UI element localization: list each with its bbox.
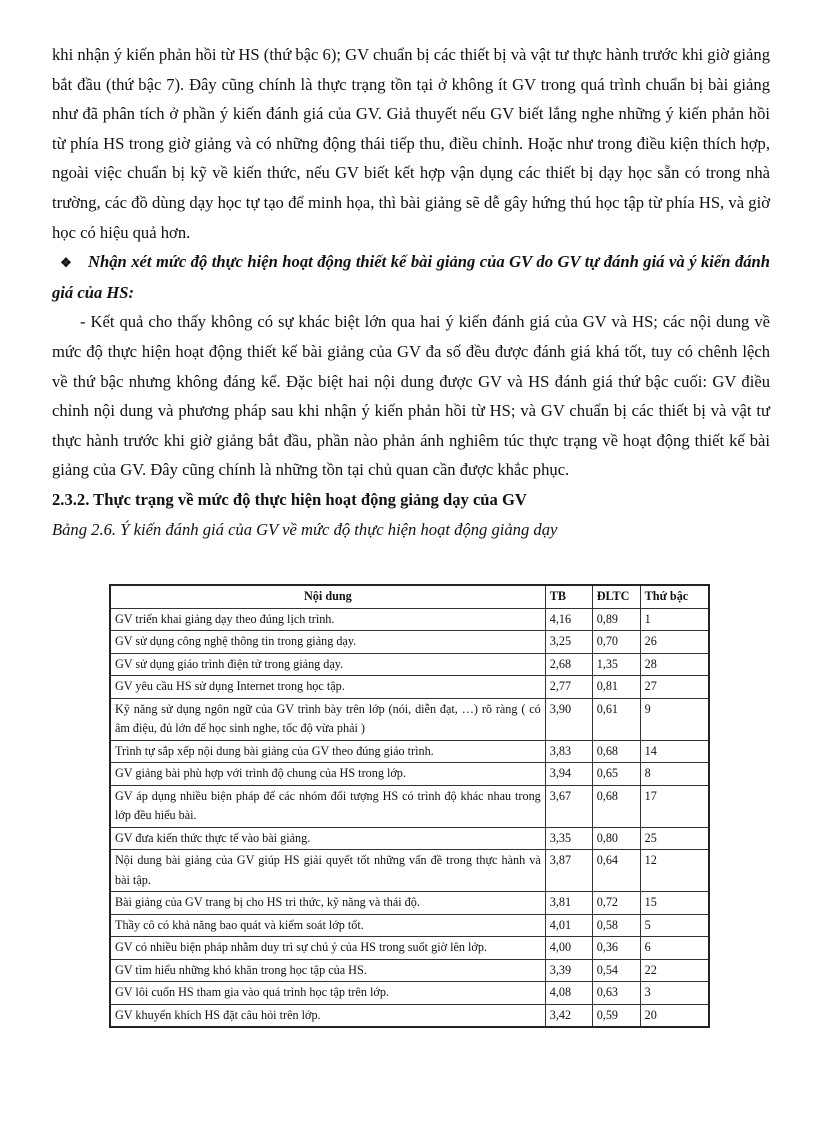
- cell-std: 0,70: [592, 631, 640, 654]
- cell-content: GV giảng bài phù hợp với trình độ chung của HS trong lớp.: [110, 763, 545, 786]
- cell-rank: 20: [640, 1004, 709, 1027]
- diamond-bullet-icon: ❖: [60, 255, 72, 271]
- cell-rank: 28: [640, 653, 709, 676]
- table-row: [110, 763, 709, 786]
- cell-mean: 3,39: [545, 959, 592, 982]
- table-row: [110, 982, 709, 1005]
- table-row: [110, 740, 709, 763]
- cell-content: Bài giảng của GV trang bị cho HS tri thức, kỹ năng và thái độ.: [110, 892, 545, 915]
- table-row: [110, 850, 709, 892]
- cell-std: 0,64: [592, 850, 640, 892]
- table-row: [110, 676, 709, 699]
- document-page: [52, 40, 770, 544]
- cell-mean: 3,94: [545, 763, 592, 786]
- cell-rank: 15: [640, 892, 709, 915]
- table-row: [110, 892, 709, 915]
- cell-mean: 3,87: [545, 850, 592, 892]
- header-mean: TB: [545, 585, 592, 608]
- cell-content: Thầy cô có khả năng bao quát và kiểm soát lớp tốt.: [110, 914, 545, 937]
- cell-content: Trình tự sắp xếp nội dung bài giảng của GV theo đúng giáo trình.: [110, 740, 545, 763]
- cell-content: GV đưa kiến thức thực tế vào bài giảng.: [110, 827, 545, 850]
- body-paragraph-result: - Kết quả cho thấy không có sự khác biệt lớn qua hai ý kiến đánh giá của GV và HS; các nội dung về mức độ thực hiện hoạt động thiết kế bài giảng của GV đa số đều được đánh giá khá tốt, tuy có chênh lệch về thứ bậc nhưng không đáng kể. Đặc biệt hai nội dung được GV và HS đánh giá thứ bậc cuối: GV điều chỉnh nội dung và phương pháp sau khi nhận ý kiến phản hồi từ HS; và GV chuẩn bị các thiết bị và vật tư thực hành trước khi giờ giảng bắt đầu, phần nào phản ánh nghiêm túc thực trạng về hoạt động thiết kế bài giảng của GV. Đây cũng chính là những tồn tại chủ quan cần được khắc phục.: [52, 312, 770, 480]
- cell-content: GV lôi cuốn HS tham gia vào quá trình học tập trên lớp.: [110, 982, 545, 1005]
- cell-mean: 3,90: [545, 698, 592, 740]
- header-content: Nội dung: [110, 585, 545, 608]
- cell-content: GV khuyến khích HS đặt câu hỏi trên lớp.: [110, 1004, 545, 1027]
- cell-mean: 3,67: [545, 785, 592, 827]
- table-row: [110, 827, 709, 850]
- cell-mean: 4,01: [545, 914, 592, 937]
- table-row: [110, 698, 709, 740]
- table-row: [110, 914, 709, 937]
- cell-rank: 9: [640, 698, 709, 740]
- cell-rank: 22: [640, 959, 709, 982]
- table-row: [110, 785, 709, 827]
- bullet-heading: [52, 247, 770, 307]
- cell-std: 0,36: [592, 937, 640, 960]
- cell-rank: 5: [640, 914, 709, 937]
- cell-std: 0,80: [592, 827, 640, 850]
- cell-content: Nội dung bài giảng của GV giúp HS giải quyết tốt những vấn đề trong thực hành và bài tập.: [110, 850, 545, 892]
- cell-mean: 3,35: [545, 827, 592, 850]
- cell-mean: 4,08: [545, 982, 592, 1005]
- table-body: [110, 608, 709, 1027]
- cell-mean: 2,77: [545, 676, 592, 699]
- cell-std: 0,63: [592, 982, 640, 1005]
- cell-mean: 3,25: [545, 631, 592, 654]
- evaluation-table: [109, 584, 710, 1028]
- cell-rank: 12: [640, 850, 709, 892]
- cell-content: GV triển khai giảng dạy theo đúng lịch trình.: [110, 608, 545, 631]
- cell-mean: 4,00: [545, 937, 592, 960]
- cell-rank: 1: [640, 608, 709, 631]
- body-paragraph-continuation: khi nhận ý kiến phản hồi từ HS (thứ bậc 6); GV chuẩn bị các thiết bị và vật tư thực hành trước khi giờ giảng bắt đầu (thứ bậc 7). Đây cũng chính là thực trạng tồn tại ở không ít GV trong quá trình chuẩn bị bài giảng như đã phân tích ở phần ý kiến đánh giá của GV. Giả thuyết nếu GV biết lắng nghe những ý kiến phản hồi từ phía HS trong giờ giảng và có những động thái tiếp thu, điều chỉnh. Hoặc như trong điều kiện thích hợp, ngoài việc chuẩn bị kỹ về kiến thức, nếu GV biết kết hợp vận dụng các thiết bị dạy học sẵn có trong nhà trường, các đồ dùng dạy học tự tạo để minh họa, thì bài giảng sẽ dễ gây hứng thú học tập từ phía HS, và giờ học có hiệu quả hơn.: [52, 45, 770, 242]
- cell-content: Kỹ năng sử dụng ngôn ngữ của GV trình bày trên lớp (nói, diễn đạt, …) rõ ràng ( có âm điệu, đủ lớn để học sinh nghe, tốc độ vừa phải ): [110, 698, 545, 740]
- cell-rank: 8: [640, 763, 709, 786]
- cell-rank: 26: [640, 631, 709, 654]
- cell-mean: 3,81: [545, 892, 592, 915]
- cell-mean: 3,42: [545, 1004, 592, 1027]
- section-heading: 2.3.2. Thực trạng về mức độ thực hiện hoạt động giảng dạy của GV: [52, 489, 527, 509]
- cell-rank: 6: [640, 937, 709, 960]
- table-row: [110, 937, 709, 960]
- cell-std: 0,54: [592, 959, 640, 982]
- table-row: [110, 608, 709, 631]
- cell-content: GV có nhiều biện pháp nhằm duy trì sự chú ý của HS trong suốt giờ lên lớp.: [110, 937, 545, 960]
- cell-content: GV tìm hiểu những khó khăn trong học tập của HS.: [110, 959, 545, 982]
- header-rank: Thứ bậc: [640, 585, 709, 608]
- bullet-heading-text: Nhận xét mức độ thực hiện hoạt động thiết kế bài giảng của GV do GV tự đánh giá và ý kiến đánh giá của HS:: [52, 252, 770, 302]
- cell-std: 0,81: [592, 676, 640, 699]
- cell-std: 1,35: [592, 653, 640, 676]
- cell-std: 0,65: [592, 763, 640, 786]
- cell-std: 0,68: [592, 785, 640, 827]
- cell-std: 0,89: [592, 608, 640, 631]
- cell-content: GV sử dụng công nghệ thông tin trong giảng dạy.: [110, 631, 545, 654]
- table-row: [110, 631, 709, 654]
- table-header-row: [110, 585, 709, 608]
- cell-rank: 25: [640, 827, 709, 850]
- cell-content: GV áp dụng nhiều biện pháp để các nhóm đối tượng HS có trình độ khác nhau trong lớp đều hiểu bài.: [110, 785, 545, 827]
- cell-rank: 17: [640, 785, 709, 827]
- cell-rank: 14: [640, 740, 709, 763]
- cell-std: 0,58: [592, 914, 640, 937]
- cell-std: 0,72: [592, 892, 640, 915]
- cell-mean: 3,83: [545, 740, 592, 763]
- header-std: ĐLTC: [592, 585, 640, 608]
- cell-mean: 2,68: [545, 653, 592, 676]
- table-row: [110, 1004, 709, 1027]
- cell-std: 0,61: [592, 698, 640, 740]
- table-row: [110, 959, 709, 982]
- cell-std: 0,59: [592, 1004, 640, 1027]
- table-caption: Bảng 2.6. Ý kiến đánh giá của GV về mức độ thực hiện hoạt động giảng dạy: [52, 519, 558, 539]
- cell-rank: 27: [640, 676, 709, 699]
- cell-rank: 3: [640, 982, 709, 1005]
- cell-std: 0,68: [592, 740, 640, 763]
- cell-content: GV yêu cầu HS sử dụng Internet trong học tập.: [110, 676, 545, 699]
- cell-content: GV sử dụng giáo trình điện tử trong giảng dạy.: [110, 653, 545, 676]
- cell-mean: 4,16: [545, 608, 592, 631]
- table-row: [110, 653, 709, 676]
